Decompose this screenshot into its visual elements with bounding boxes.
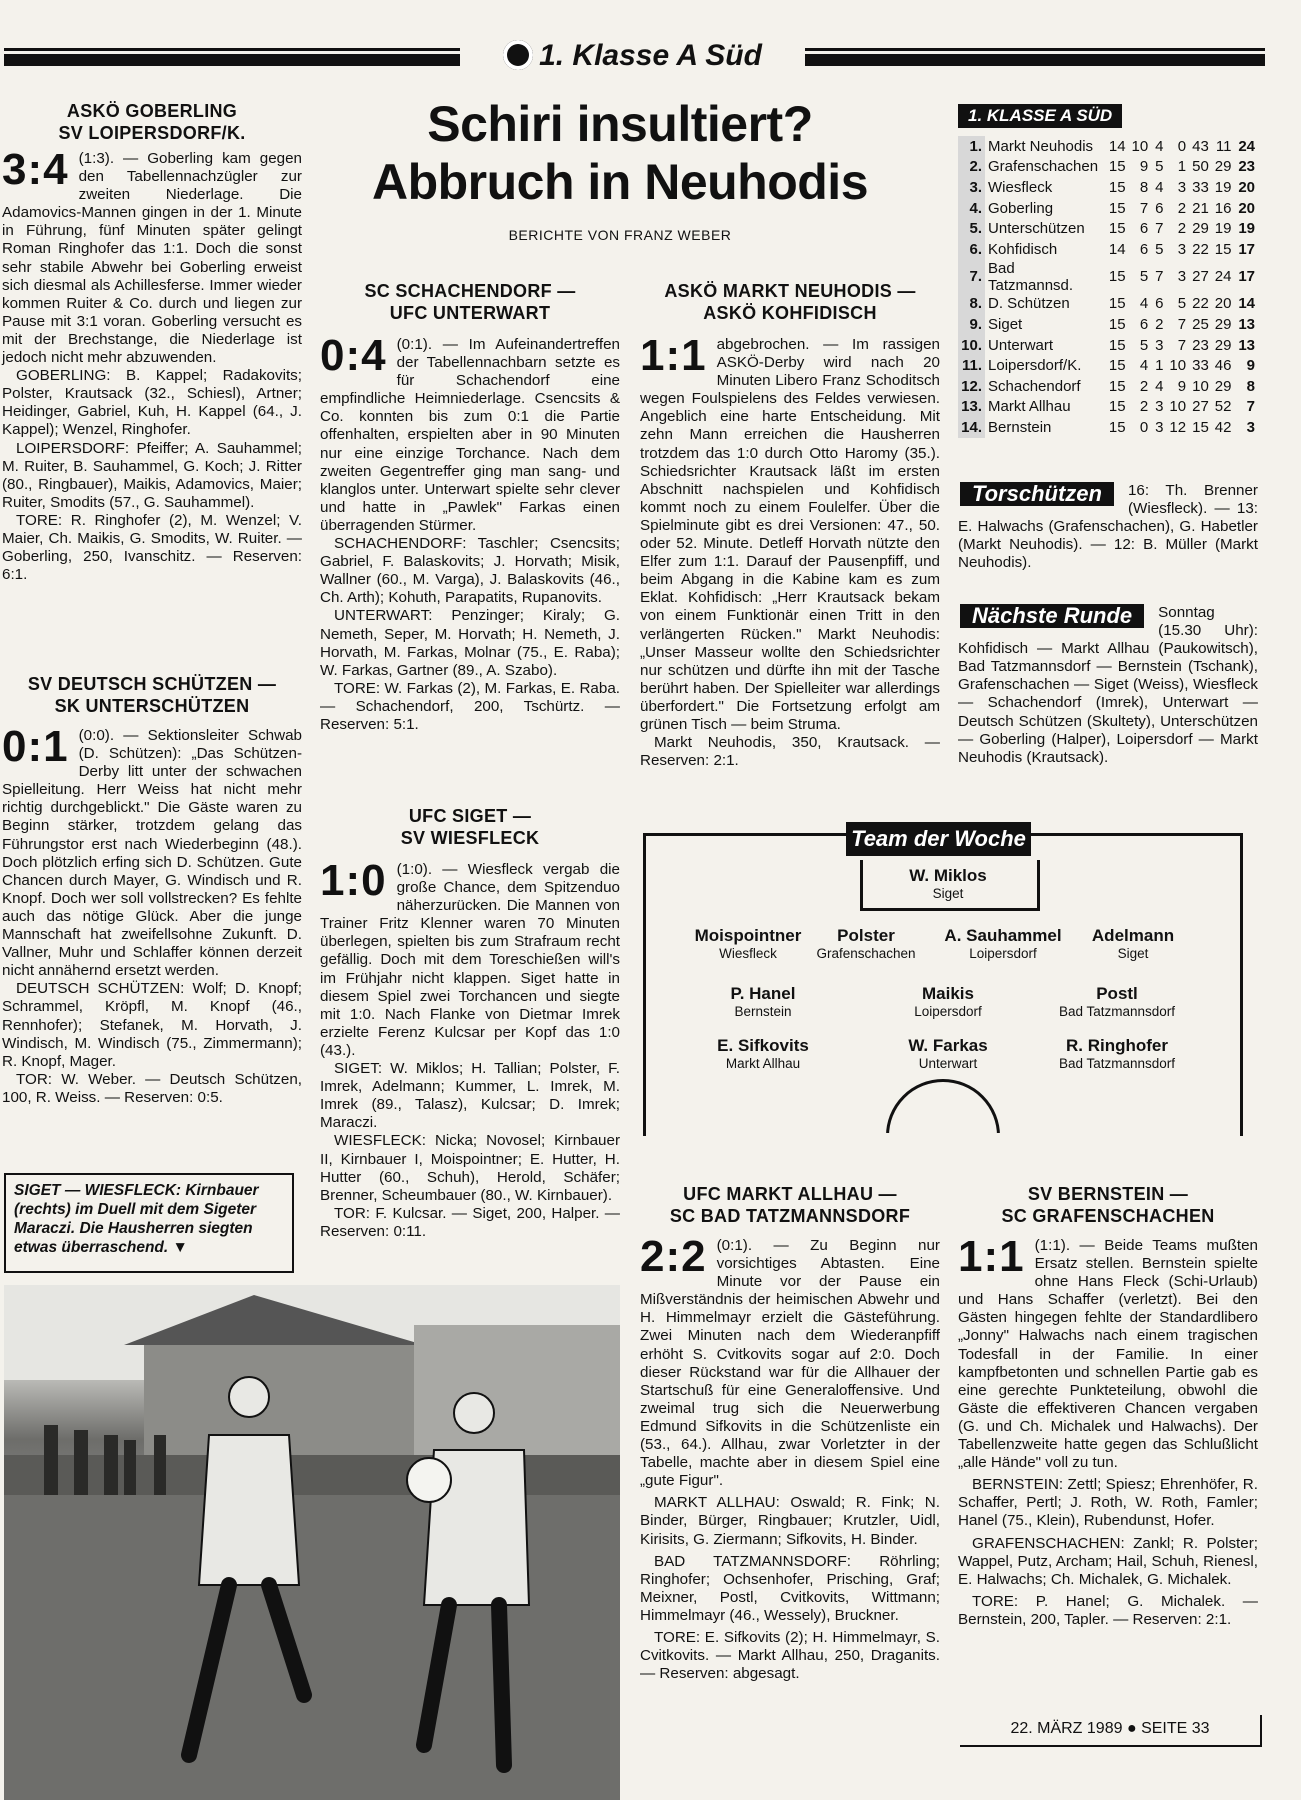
top-scorers xyxy=(958,482,1258,572)
game-report: 1:1 (1:1). — Beide Teams mußten Ersatz stellen. Bernstein spielte ohne Hans Fleck (Schi-Urlaub) und Hans Schaffer (verletzt). Bei den Gästen hingegen fehlte der Standardlibero „Jonny" Halwachs nach einem tragischen Todesfall in der Familie. In einer kampfbetonten und schnellen Partie gab es eine gerechte Punkteteilung, obwohl die Gäste die effektiveren Chancen vergaben (G. und Ch. Michalek und Halwachs). Der Tabellenzweite hatte gegen das Schlußlicht „alle Hände" voll zu tun. xyxy=(958,1232,1258,1472)
table-cell: 29 xyxy=(1214,377,1232,395)
table-cell: 21 xyxy=(1192,199,1209,217)
score: 0:4 xyxy=(320,331,387,380)
game-allhau-tatzmannsdorf xyxy=(640,1183,940,1683)
table-cell: 5 xyxy=(1155,240,1164,258)
table-cell: 3 xyxy=(1155,398,1164,416)
player-def-3: A. Sauhammel Loipersdorf xyxy=(944,926,1062,961)
table-cell: 8 xyxy=(1246,377,1255,395)
table-cell: 4 xyxy=(1155,377,1164,395)
table-cell: 6 xyxy=(1139,240,1149,258)
table-cell: 0 xyxy=(1139,418,1149,436)
table-cell: 4 xyxy=(1139,357,1149,375)
table-cell: 15 xyxy=(1108,199,1126,217)
table-cell: Bernstein xyxy=(988,418,1052,436)
game-header: ASKÖ MARKT NEUHODIS — ASKÖ KOHFIDISCH xyxy=(664,281,916,323)
table-cell: 15 xyxy=(1108,377,1126,395)
table-cell: 9 xyxy=(1139,158,1149,176)
table-cell: 17 xyxy=(1238,240,1255,258)
lineup-away: WIESFLECK: Nicka; Novosel; Kirnbauer II, Kirnbauer I, Moispointner; E. Hutter, H. Hutter (60., Schuh), Herold, Schäfer; Brenner, Scheumbauer (80., W. Kirnbauer). xyxy=(320,1132,620,1204)
game-bernstein-grafenschachen xyxy=(958,1183,1258,1629)
table-cell: 20 xyxy=(1214,295,1232,313)
table-cell: 14 xyxy=(1108,240,1126,258)
game-goberling-loipersdorf xyxy=(2,100,302,584)
table-cell: 2 xyxy=(1139,377,1149,395)
table-cell: 24 xyxy=(1238,137,1255,155)
table-cell: 20 xyxy=(1238,199,1255,217)
table-cell: 3 xyxy=(1177,240,1187,258)
goals: TOR: F. Kulcsar. — Siget, 200, Halper. — Reserven: 0:11. xyxy=(320,1204,620,1240)
table-cell: 2 xyxy=(1139,398,1149,416)
lineup-away: BAD TATZMANNSDORF: Röhrling; Ringhofer; Ochsenhofer, Prisching, Graf; Meixner, Postl, Cvitkovits, Wittmann; Himmelmayr (46., Wessely), Bruckner. xyxy=(640,1552,940,1624)
table-cell: 15 xyxy=(1214,240,1232,258)
table-cell: 6. xyxy=(958,239,985,260)
table-cell: 42 xyxy=(1214,418,1232,436)
lineup-away: GRAFENSCHACHEN: Zankl; R. Polster; Wappel, Putz, Archam; Hail, Schuh, Rienesl, E. Halwachs; Ch. Michalek, G. Michalek. xyxy=(958,1534,1258,1588)
goals: TORE: P. Hanel; G. Michalek. — Bernstein, 200, Tapler. — Reserven: 2:1. xyxy=(958,1592,1258,1628)
table-cell: 33 xyxy=(1192,357,1209,375)
byline: BERICHTE VON FRANZ WEBER xyxy=(508,227,732,243)
game-header: SC SCHACHENDORF — UFC UNTERWART xyxy=(364,281,576,323)
scorers-text: Torschützen 16: Th. Brenner (Wiesfleck). — 13: E. Halwachs (Grafenschachen), G. Habetler (Markt Neuhodis). — 12: B. Müller (Markt Neuhodis). xyxy=(958,481,1258,572)
game-header: SV DEUTSCH SCHÜTZEN — SK UNTERSCHÜTZEN xyxy=(27,674,277,716)
photo-illustration xyxy=(4,1285,620,1800)
table-row xyxy=(958,355,1258,376)
game-header: UFC MARKT ALLHAU — SC BAD TATZMANNSDORF xyxy=(669,1184,911,1226)
table-cell: 3 xyxy=(1177,268,1187,286)
table-cell: 29 xyxy=(1214,315,1232,333)
game-report: 1:0 (1:0). — Wiesfleck vergab die große Chance, dem Spitzenduo näherzurücken. Die Mannen von Trainer Fritz Klenner waren 70 Minuten überlegen, spielten bis zum Strafraum recht gefällig. Doch mit dem Toreschießen will's im Frühjahr nicht klappen. Siget hatte in diesem Spiel zwei Torchancen und siegte mit 1:0. Nach Flanke von Dietmar Imrek erzielte Ferenz Kulcsar per Kopf das 1:0 (43.). xyxy=(320,856,620,1059)
lineup-home: MARKT ALLHAU: Oswald; R. Fink; N. Binder, Bürger, Ringbauer; Krutzler, Uidl, Kirisits, G. Ziermann; Sifkovits, H. Binder. xyxy=(640,1494,940,1548)
table-cell: 3 xyxy=(1246,418,1255,436)
table-cell: 23 xyxy=(1238,158,1255,176)
table-cell: 5 xyxy=(1139,336,1149,354)
player-fw-1: E. Sifkovits Markt Allhau xyxy=(717,1036,809,1071)
table-cell: 15 xyxy=(1108,336,1126,354)
table-cell: 12 xyxy=(1169,418,1187,436)
table-cell: 16 xyxy=(1214,199,1232,217)
scorers-label: Torschützen xyxy=(960,482,1114,506)
table-cell: 9 xyxy=(1246,357,1255,375)
table-cell: 3. xyxy=(958,177,985,198)
table-cell: 46 xyxy=(1214,357,1232,375)
game-deutsch-schuetzen-unterschuetzen xyxy=(2,673,302,1107)
table-cell: 3 xyxy=(1155,336,1164,354)
table-cell: Schachendorf xyxy=(988,377,1081,395)
player-fw-3: R. Ringhofer Bad Tatzmannsdorf xyxy=(1058,1036,1176,1071)
player-def-1: Moispointner Wiesfleck xyxy=(694,926,802,961)
table-cell: Goberling xyxy=(988,199,1054,217)
score: 1:1 xyxy=(958,1232,1025,1281)
lineup-home: SCHACHENDORF: Taschler; Csencsits; Gabriel, F. Balaskovits; J. Horvath; Misik, Wallner (60., M. Varga), J. Balaskovits (46., Ch. Arth); Kohuth, Parapatits, Rupanovits. xyxy=(320,535,620,607)
game-siget-wiesfleck xyxy=(320,805,620,1241)
table-row xyxy=(958,198,1258,219)
table-cell: 10. xyxy=(958,335,985,356)
table-cell: 11 xyxy=(1215,137,1232,155)
table-cell: 15 xyxy=(1192,418,1209,436)
league-table xyxy=(958,104,1258,438)
table-row xyxy=(958,218,1258,239)
next-round xyxy=(958,604,1258,767)
game-report: 2:2 (0:1). — Zu Beginn nur vorsichtiges Abtasten. Eine Minute vor der Pause ein Mißverständnis der heimischen Abwehr und H. Himmelmayr erzielt die Gästeführung. Zwei Minuten nach dem Wiederanpfiff erhöht S. Cvitkovits sogar auf 2:0. Doch dieser Rückstand war für die Allhauer der Startschuß für eine Generaloffensive. Und zweimal trug sich die Neuerwerbung Edmund Sifkovits in die Schützenliste ein (53., 64.). Allhau, zwar Vorletzter in der Tabelle, machte aber in diesem Spiel eine „gute Figur". xyxy=(640,1232,940,1490)
table-cell: 10 xyxy=(1192,377,1209,395)
table-cell: 15 xyxy=(1108,398,1126,416)
table-cell: 15 xyxy=(1108,220,1126,238)
table-cell: 8. xyxy=(958,294,985,315)
table-cell: 5 xyxy=(1177,295,1187,313)
table-cell: 14 xyxy=(1108,137,1126,155)
table-row xyxy=(958,157,1258,178)
table-cell: 7 xyxy=(1155,220,1164,238)
table-cell: 10 xyxy=(1131,137,1149,155)
header-rule-right xyxy=(805,48,1265,66)
table-cell: 4 xyxy=(1139,295,1149,313)
table-cell: 29 xyxy=(1214,336,1232,354)
table-cell: 29 xyxy=(1192,220,1209,238)
goals: TOR: W. Weber. — Deutsch Schützen, 100, R. Weiss. — Reserven: 0:5. xyxy=(2,1070,302,1106)
table-cell: 13 xyxy=(1238,336,1255,354)
table-cell: 5 xyxy=(1155,158,1164,176)
table-cell: 7 xyxy=(1177,336,1187,354)
table-cell: 4 xyxy=(1155,178,1164,196)
table-cell: 9. xyxy=(958,314,985,335)
table-cell: 7 xyxy=(1246,398,1255,416)
game-report: 1:1 abgebrochen. — Im rassigen ASKÖ-Derby wird nach 20 Minuten Libero Franz Schoditsch wegen Foulspielens des Feldes verwiesen. Angeblich eine harte Entscheidung. Mit zehn Mann erreichen die Hausherren trotzdem das 1:0 durch Otto Haromy (35.). Schiedsrichter Krautsack läßt im ersten Abschnitt nachspielen und Kohfidisch kommt noch zu einem Foulelfer. Über die Spielminute gibt es drei Versionen: 47., 50. oder 52. Minute. Detleff Horvath nützte den Elfer zum 1:1. Darauf der Pausenpfiff, und beim Abgang in die Kabine kam es zum Eklat. Kohfidisch: „Herr Krautsack bekam von einem Funktionär einen Tritt in den verlängerten Rücken." Markt Neuhodis: „Unser Masseur wollte den Schiedsrichter nur schützen und dürfte ihn mit der Tasche berührt haben. Der Spielleiter war allerdings überfordert." Die Fortsetzung erfolgt am grünen Tisch — beim Struma. xyxy=(640,331,940,733)
table-cell: 8 xyxy=(1139,178,1149,196)
table-cell: 19 xyxy=(1238,220,1255,238)
table-cell: 27 xyxy=(1192,398,1209,416)
header-rule-left xyxy=(4,48,460,66)
photo-caption: SIGET — WIESFLECK: Kirnbauer (rechts) im Duell mit dem Sigeter Maraczi. Die Hausherren siegten etwas überraschend. ▼ xyxy=(4,1173,294,1273)
headline-line1: Schiri insultiert? xyxy=(427,96,813,152)
table-cell: 7 xyxy=(1155,268,1164,286)
lineup-home: DEUTSCH SCHÜTZEN: Wolf; D. Knopf; Schrammel, Kröpfl, M. Knopf (46., Rennhofer); Stefanek, M. Horvath, J. Windisch, M. Windisch (75., Zimmermann); R. Knopf, Mager. xyxy=(2,980,302,1070)
table-cell: 19 xyxy=(1214,220,1232,238)
table-cell: 6 xyxy=(1139,315,1149,333)
game-report: 0:1 (0:0). — Sektionsleiter Schwab (D. Schützen): „Das Schützen-Derby litt unter der schwachen Spielleitung. Herr Weiss hat nicht mehr richtig durchgeblickt." Die Gäste waren zu Beginn stärker, trotzdem gelang das Führungstor erst nach Wiederbeginn (48.). Doch plötzlich erfing sich D. Schützen. Gute Chancen durch Mayer, G. Windisch und R. Knopf. Doch wer soll vollstrecken? Es fehlte auch das nötige Glück. Aber die junge Mannschaft hat zweifellsohne Zukunft. D. Vallner, Muhr und Schlaffer können derzeit nicht annähernd ersetzt werden. xyxy=(2,722,302,980)
table-cell: 43 xyxy=(1192,137,1209,155)
player-def-2: Polster Grafenschachen xyxy=(816,926,916,961)
game-header: UFC SIGET — SV WIESFLECK xyxy=(400,806,540,848)
table-cell: 5. xyxy=(958,218,985,239)
table-row xyxy=(958,417,1258,438)
table-cell: D. Schützen xyxy=(988,295,1070,313)
table-cell: Unterschützen xyxy=(988,220,1085,238)
score: 2:2 xyxy=(640,1232,707,1281)
table-row xyxy=(958,136,1258,157)
team-of-week xyxy=(643,826,1243,1136)
table-cell: Markt Allhau xyxy=(988,398,1071,416)
table-cell: 15 xyxy=(1108,357,1126,375)
table-cell: 14. xyxy=(958,417,985,438)
page-number: SEITE 33 xyxy=(1141,1720,1210,1737)
table-cell: 9 xyxy=(1177,377,1187,395)
table-cell: 6 xyxy=(1155,199,1164,217)
issue-date: 22. MÄRZ 1989 xyxy=(1010,1720,1123,1737)
table-cell: 13. xyxy=(958,397,985,418)
table-cell: 2 xyxy=(1155,315,1164,333)
lineup-home: BERNSTEIN: Zettl; Spiesz; Ehrenhöfer, R. Schaffer, Pertl; J. Roth, W. Roth, Famler; Hanel (75., Klein), Rubendunst, Hofer. xyxy=(958,1476,1258,1530)
arrow-down-icon: ▼ xyxy=(172,1239,188,1256)
player-mid-2: Maikis Loipersdorf xyxy=(914,984,982,1019)
table-cell: 1. xyxy=(958,136,985,157)
goals: TORE: R. Ringhofer (2), M. Wenzel; V. Maier, Ch. Maikis, G. Smodits, W. Ruiter. — Goberling, 250, Ivanschitz. — Reserven: 6:1. xyxy=(2,511,302,584)
table-title: 1. KLASSE A SÜD xyxy=(958,104,1122,128)
next-round-text: Nächste Runde Sonntag (15.30 Uhr): Kohfidisch — Markt Allhau (Paukowitsch), Bad Tatzmannsdorf — Bernstein (Tschank), Grafenschachen — Siget (Weiss), Wiesfleck — Schachendorf (Imrek), Unterwart — Deutsch Schützen (Skultety), Unterschützen — Goberling (Halper), Loipersdorf — Markt Neuhodis (Krautsack). xyxy=(958,603,1258,766)
score: 1:0 xyxy=(320,856,387,905)
table-cell: Bad Tatzmannsd. xyxy=(988,259,1074,294)
table-cell: 5 xyxy=(1139,268,1149,286)
table-cell: 7 xyxy=(1139,199,1149,217)
table-row xyxy=(958,260,1258,294)
table-row xyxy=(958,177,1258,198)
lineup-home: SIGET: W. Miklos; H. Tallian; Polster, F. Imrek, Adelmann; Kummer, L. Imrek, M. Imrek (89., Talasz), Kulcsar; D. Imrek; Maraczi. xyxy=(320,1060,620,1132)
goals: TORE: W. Farkas (2), M. Farkas, E. Raba. — Schachendorf, 200, Tschürtz. — Reserven: 5:1. xyxy=(320,679,620,733)
table-row xyxy=(958,239,1258,260)
score: 1:1 xyxy=(640,331,707,380)
lineup-away: UNTERWART: Penzinger; Kiraly; G. Nemeth, Seper, M. Horvath; H. Nemeth, J. Horvath, M. Farkas, Molnar (75., E. Raba); W. Farkas, Gartner (89., A. Szabo). xyxy=(320,607,620,679)
table-cell: 29 xyxy=(1214,158,1232,176)
page-footer xyxy=(960,1715,1262,1747)
table-cell: 11. xyxy=(958,355,985,376)
table-cell: Loipersdorf/K. xyxy=(988,357,1082,375)
table-row xyxy=(958,376,1258,397)
table-cell: 12. xyxy=(958,376,985,397)
table-cell: 13 xyxy=(1238,315,1255,333)
table-row xyxy=(958,314,1258,335)
table-cell: 2. xyxy=(958,157,985,178)
table-cell: Unterwart xyxy=(988,336,1054,354)
team-of-week-title: Team der Woche xyxy=(846,822,1031,856)
table-cell: 17 xyxy=(1238,268,1255,286)
table-cell: 22 xyxy=(1192,240,1209,258)
table-cell: 1 xyxy=(1155,357,1164,375)
table-cell: 10 xyxy=(1169,398,1187,416)
player-mid-1: P. Hanel Bernstein xyxy=(730,984,796,1019)
section-title: 1. Klasse A Süd xyxy=(460,36,805,76)
table-cell: 6 xyxy=(1155,295,1164,313)
table-cell: 27 xyxy=(1192,268,1209,286)
table-row xyxy=(958,397,1258,418)
score: 0:1 xyxy=(2,722,69,771)
table-cell: 2 xyxy=(1177,199,1187,217)
goals: Markt Neuhodis, 350, Krautsack. — Reserven: 2:1. xyxy=(640,734,940,770)
table-cell: 50 xyxy=(1192,158,1209,176)
table-cell: 0 xyxy=(1177,137,1187,155)
lineup-home: GOBERLING: B. Kappel; Radakovits; Polster, Krautsack (32., Schiesl), Artner; Heidinger, Gabriel, Kuh, H. Kappel (64., J. Kappel); Wenzel, Ringhofer. xyxy=(2,367,302,439)
player-mid-3: Postl Bad Tatzmannsdorf xyxy=(1058,984,1176,1019)
football-icon xyxy=(503,40,533,70)
table-cell: 4 xyxy=(1155,137,1164,155)
lineup-away: LOIPERSDORF: Pfeiffer; A. Sauhammel; M. Ruiter, B. Sauhammel, G. Koch; J. Ritter (80., Ringbauer), Maikis, Adamovics, Maier; Ruiter, Smodits (57., G. Sauhammel). xyxy=(2,439,302,511)
table-cell: 1 xyxy=(1177,158,1187,176)
table-cell: 20 xyxy=(1238,178,1255,196)
game-report: 3:4 (1:3). — Goberling kam gegen den Tabellennachzügler zur zweiten Niederlage. Die Adamovics-Mannen gingen in der 1. Minute in Führung, fünf Minuten später gelingt Roman Ringhofer das 1:1. Doch die sonst sehr stabile Abwehr bei Goberling erweist sich diesmal als Achillesferse. Immer wieder kommen Ruiter & Co. durch und liegen zur Pause mit 3:1 voran. Goberling versucht es mit der Brechstange, die Niederlage ist jedoch nicht mehr abzuwenden. xyxy=(2,145,302,367)
table-cell: 14 xyxy=(1238,295,1255,313)
table-row xyxy=(958,294,1258,315)
table-cell: 15 xyxy=(1108,295,1126,313)
table-cell: Markt Neuhodis xyxy=(988,137,1094,155)
game-neuhodis-kohfidisch xyxy=(640,280,940,770)
table-cell: 10 xyxy=(1169,357,1187,375)
player-def-4: Adelmann Siget xyxy=(1091,926,1175,961)
table-cell: Siget xyxy=(988,315,1023,333)
table-cell: 15 xyxy=(1108,268,1126,286)
table-cell: 15 xyxy=(1108,178,1126,196)
table-cell: 15 xyxy=(1108,418,1126,436)
table-cell: 6 xyxy=(1139,220,1149,238)
table-cell: 3 xyxy=(1177,178,1187,196)
table-cell: 4. xyxy=(958,198,985,219)
goals: TORE: E. Sifkovits (2); H. Himmelmayr, S. Cvitkovits. — Markt Allhau, 250, Draganits. — Reserven: abgesagt. xyxy=(640,1628,940,1683)
game-header: ASKÖ GOBERLING SV LOIPERSDORF/K. xyxy=(58,101,246,143)
score: 3:4 xyxy=(2,145,69,194)
headline xyxy=(350,95,890,243)
match-photo xyxy=(4,1285,620,1800)
game-schachendorf-unterwart xyxy=(320,280,620,734)
table-cell: 23 xyxy=(1192,336,1209,354)
table-row xyxy=(958,335,1258,356)
table-cell: 3 xyxy=(1155,418,1164,436)
table-cell: 7. xyxy=(958,260,985,294)
bullet-icon: ● xyxy=(1126,1720,1137,1737)
table-cell: 15 xyxy=(1108,315,1126,333)
table-cell: 22 xyxy=(1192,295,1209,313)
table-cell: 25 xyxy=(1192,315,1209,333)
table-cell: 24 xyxy=(1214,268,1232,286)
game-report: 0:4 (0:1). — Im Aufeinandertreffen der Tabellennachbarn setzte es für Schachendorf eine empfindliche Heimniederlage. Csencsits & Co. konnten bis zum 0:1 die Partie offenhalten, erspielten aber in 90 Minuten nur eine einzige Torchance. Nach dem zweiten Gegentreffer ging man sang- und klanglos unter. Unterwart spielte sehr clever und hatte in „Pawlek" Farkas einen überragenden Stürmer. xyxy=(320,331,620,534)
table-cell: Grafenschachen xyxy=(988,158,1099,176)
table-cell: Wiesfleck xyxy=(988,178,1053,196)
standings-table xyxy=(958,136,1258,438)
headline-line2: Abbruch in Neuhodis xyxy=(371,154,869,210)
next-round-label: Nächste Runde xyxy=(960,604,1144,628)
table-cell: 33 xyxy=(1192,178,1209,196)
table-cell: 15 xyxy=(1108,158,1126,176)
table-cell: 19 xyxy=(1214,178,1232,196)
table-cell: 52 xyxy=(1214,398,1232,416)
table-cell: 2 xyxy=(1177,220,1187,238)
player-gk: W. Miklos Siget xyxy=(909,866,987,901)
table-cell: 7 xyxy=(1177,315,1187,333)
game-header: SV BERNSTEIN — SC GRAFENSCHACHEN xyxy=(1001,1184,1215,1226)
player-fw-2: W. Farkas Unterwart xyxy=(908,1036,988,1071)
table-cell: Kohfidisch xyxy=(988,240,1058,258)
